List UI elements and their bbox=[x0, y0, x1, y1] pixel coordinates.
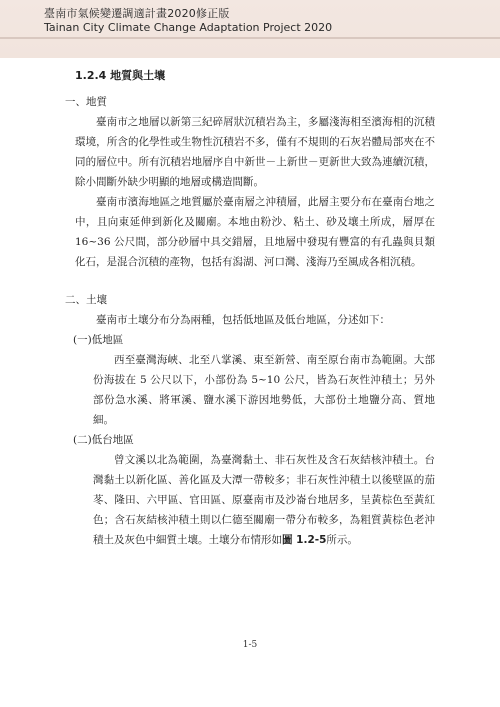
document-body bbox=[65, 66, 435, 550]
page-number: 1-5 bbox=[242, 640, 258, 650]
soil-intro: 臺南市土壤分布分為兩種，包括低地區及低台地區，分述如下： bbox=[96, 314, 390, 326]
lowland-heading: (一)低地區 bbox=[73, 334, 124, 346]
header-divider bbox=[0, 37, 500, 39]
geology-paragraph-2: 臺南市濱海地區之地質屬於臺南層之沖積層，此層主要分布在臺南台地之中，且向東延伸到新化及關廟。本地由粉沙、粘土、砂及壤土所成，層厚在 16~36 公尺間，部分砂層中具交錯層，且地層中發現有豐富的有孔蟲與貝類化石，是混合沉積的產物，包括有潟湖、河口灣、淺海乃至風成各相沉積。 bbox=[75, 196, 435, 268]
low-terrace-text: 曾文溪以北為範圍，為臺灣黏土、非石灰性及含石灰結核沖積土。台灣黏土以新化區、善化區及大潭一帶較多；非石灰性沖積土以後壁區的茄苳、隆田、六甲區、官田區、原臺南市及沙崙台地居多，呈黃棕色至黃紅色；含石灰結核沖積土則以仁德至關廟一帶分布較多，為粗質黃棕色老沖積土及灰色中細質土壤。土壤分布情形如 bbox=[93, 454, 435, 546]
header-title-en: Tainan City Climate Change Adaptation Project 2020 bbox=[44, 21, 333, 34]
low-terrace-heading: (二)低台地區 bbox=[73, 434, 134, 446]
geology-paragraph-1: 臺南市之地層以新第三紀碎屑狀沉積岩為主，多屬淺海相至濱海相的沉積環境，所含的化學性或生物性沉積岩不多，僅有不規則的石灰岩體局部夾在不同的層位中。所有沉積岩地層序自中新世－上新世－更新世大致為連續沉積，除小間斷外缺少明顯的地層或構造間斷。 bbox=[75, 116, 435, 188]
section-title: 1.2.4 地質與土壤 bbox=[75, 69, 166, 82]
geology-heading: 一、地質 bbox=[65, 96, 107, 108]
lowland-paragraph: 西至臺灣海峽、北至八掌溪、東至新營、南至原台南市為範圍。大部份海拔在 5 公尺以下，小部份為 5~10 公尺，皆為石灰性沖積土；另外部份急水溪、將軍溪、鹽水溪下游因地勢低，大部份土地鹽分高、質地細。 bbox=[93, 354, 435, 426]
soil-heading: 二、土壤 bbox=[65, 294, 107, 306]
low-terrace-paragraph bbox=[93, 450, 435, 550]
figure-reference-link[interactable]: 圖 1.2-5 bbox=[282, 534, 327, 546]
page-header bbox=[0, 0, 500, 58]
header-title-zh: 臺南市氣候變遷調適計畫2020修正版 bbox=[44, 7, 230, 20]
section-gap bbox=[75, 272, 435, 284]
low-terrace-text-end: 所示。 bbox=[326, 534, 358, 546]
